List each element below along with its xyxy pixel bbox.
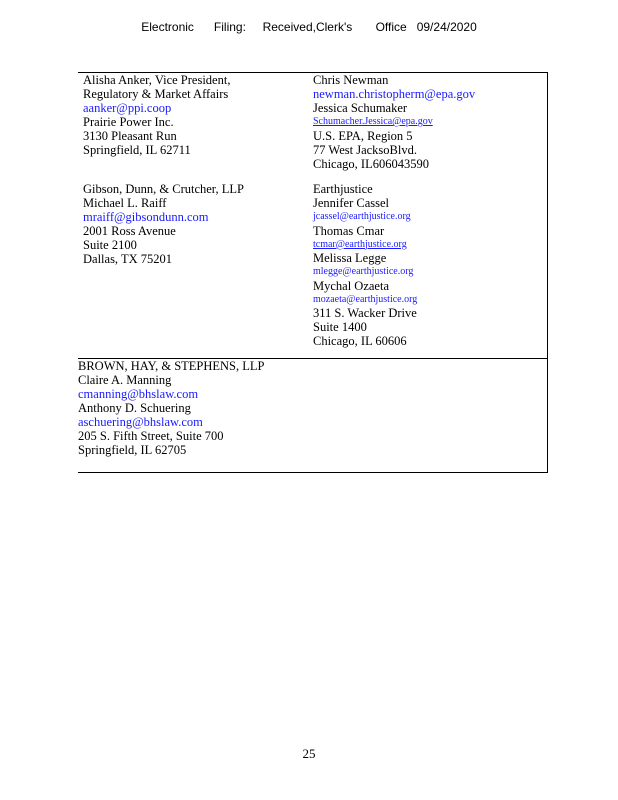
page-number: 25 — [302, 746, 316, 761]
contact-name: Jessica Schumaker — [313, 101, 408, 115]
email-link[interactable]: mraiff@gibsondunn.com — [83, 210, 209, 224]
contact-street: 2001 Ross Avenue — [83, 224, 176, 238]
contact-street: 311 S. Wacker Drive — [313, 306, 417, 320]
contact-org: Prairie Power Inc. — [83, 115, 174, 129]
contact-name: Thomas Cmar — [313, 223, 385, 238]
contact-org: BROWN, HAY, & STEPHENS, LLP — [78, 359, 265, 373]
contact-city: Dallas, TX 75201 — [83, 252, 172, 266]
contact-city: Chicago, IL606043590 — [313, 156, 429, 171]
contact-epa — [313, 73, 475, 171]
contact-name: Melissa Legge — [313, 251, 387, 265]
contact-name: Claire A. Manning — [78, 373, 172, 387]
contact-title: Regulatory & Market Affairs — [83, 87, 229, 101]
contact-city: Springfield, IL 62711 — [83, 143, 191, 157]
contact-street: 77 West JacksoBlvd. — [313, 142, 417, 157]
contact-street: 3130 Pleasant Run — [83, 129, 177, 143]
email-link[interactable]: mlegge@earthjustice.org — [313, 266, 414, 277]
contact-brown-hay — [78, 359, 265, 457]
contact-name: Anthony D. Schuering — [78, 401, 191, 415]
contact-name: Michael L. Raiff — [83, 196, 167, 210]
contact-name: Jennifer Cassel — [313, 196, 390, 210]
contact-anker — [83, 73, 230, 157]
email-link[interactable]: mozaeta@earthjustice.org — [313, 293, 418, 305]
contact-suite: Suite 2100 — [83, 238, 137, 252]
contact-street: 205 S. Fifth Street, Suite 700 — [78, 429, 224, 443]
contact-org: Gibson, Dunn, & Crutcher, LLP — [83, 182, 244, 196]
contact-name: Chris Newman — [313, 73, 389, 87]
contact-name: Mychal Ozaeta — [313, 278, 390, 293]
email-link[interactable]: Schumacher.Jessica@epa.gov — [313, 116, 433, 127]
contact-earthjustice — [313, 182, 417, 348]
email-link[interactable]: newman.christopherm@epa.gov — [313, 87, 476, 101]
contact-city: Springfield, IL 62705 — [78, 443, 187, 457]
contact-suite: Suite 1400 — [313, 320, 367, 334]
contact-org: U.S. EPA, Region 5 — [313, 128, 413, 143]
email-link[interactable]: jcassel@earthjustice.org — [313, 211, 411, 222]
filing-header: Electronic Filing: Received,Clerk's Office 09/24/2020 — [141, 20, 477, 34]
contact-city: Chicago, IL 60606 — [313, 334, 407, 348]
contact-gibson — [83, 182, 244, 266]
contact-name: Alisha Anker, Vice President, — [83, 73, 231, 87]
email-link[interactable]: aschuering@bhslaw.com — [78, 415, 203, 429]
email-link[interactable]: cmanning@bhslaw.com — [78, 387, 199, 401]
email-link[interactable]: tcmar@earthjustice.org — [313, 238, 407, 250]
email-link[interactable]: aanker@ppi.coop — [83, 101, 172, 115]
contact-org: Earthjustice — [313, 182, 373, 196]
